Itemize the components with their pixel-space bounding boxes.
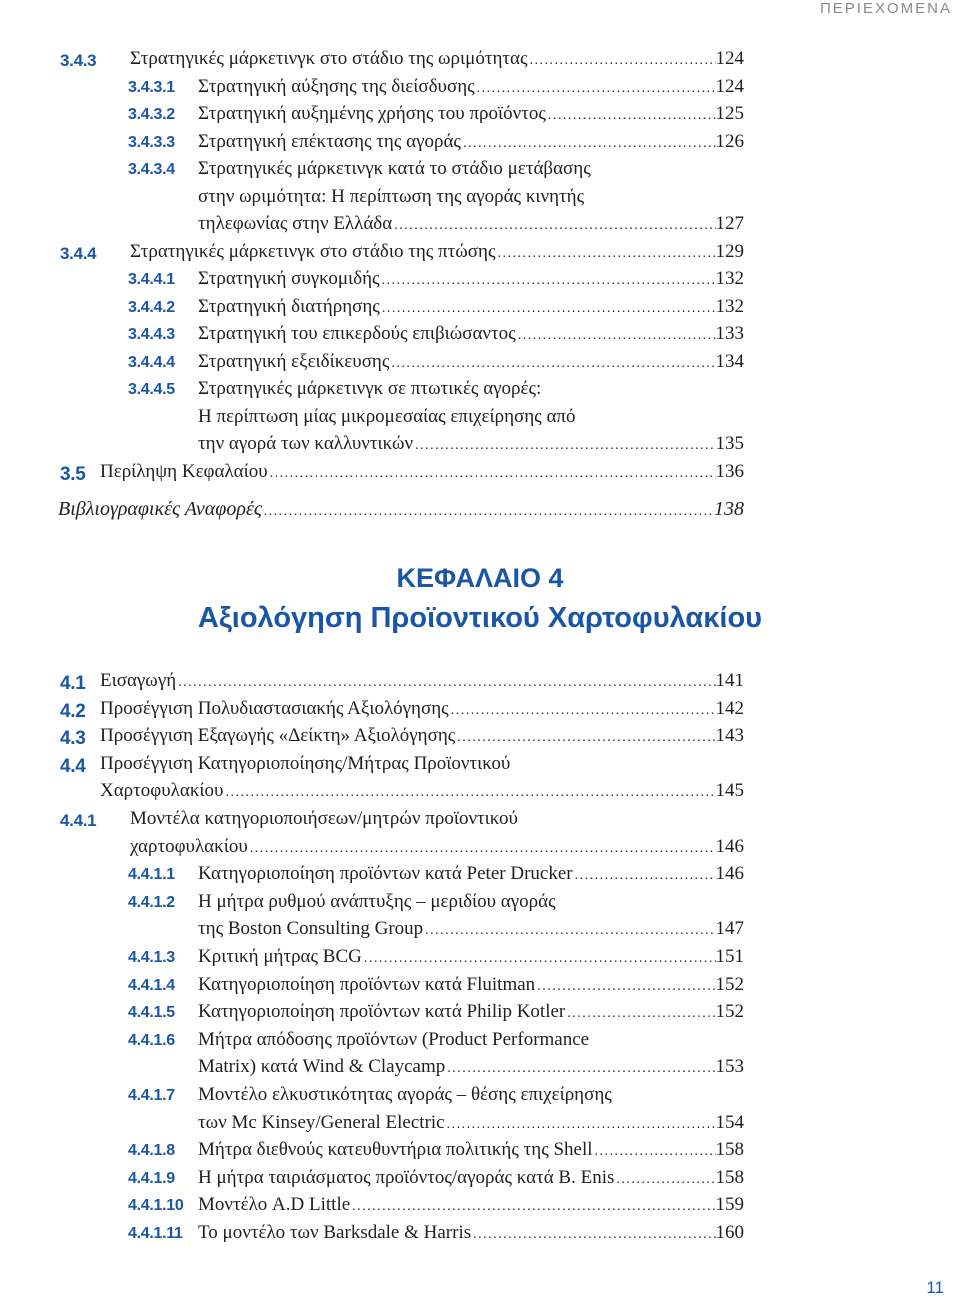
- toc-entry-page: 141: [715, 670, 744, 691]
- toc-entry-number: 4.4.1.10: [128, 1197, 184, 1215]
- toc-entry-line: [100, 753, 510, 775]
- toc-entry-title: χαρτοφυλακίου: [130, 835, 248, 857]
- toc-entry-page: 152: [715, 973, 744, 995]
- toc-entry-line: [100, 725, 744, 747]
- toc-entry-page: 124: [715, 75, 744, 97]
- toc-entry-title: Η μήτρα ταιριάσματος προϊόντος/αγοράς κατά B. Enis: [198, 1166, 615, 1188]
- toc-entry-page: 138: [714, 498, 744, 520]
- toc-entry-line: [130, 808, 518, 830]
- toc-entry-title: των Mc Kinsey/General Electric: [198, 1111, 445, 1133]
- toc-entry-line: [198, 1084, 612, 1106]
- toc-entry-line: [198, 351, 744, 373]
- toc-entry-number: 3.4.3.2: [128, 106, 175, 123]
- toc-entry-number: 3.5: [60, 463, 86, 485]
- toc-entry-page: 132: [715, 295, 744, 317]
- toc-entry-number: 4.4.1.4: [128, 976, 175, 994]
- toc-entry-page: 133: [715, 323, 744, 344]
- toc-entry-title: την αγορά των καλλυντικών: [198, 433, 414, 454]
- toc-entry-line: [130, 241, 744, 263]
- toc-entry-page: 158: [715, 1166, 744, 1188]
- toc-entry-number: 4.4.1.5: [128, 1004, 175, 1022]
- dot-leader: [264, 498, 714, 521]
- dot-leader: [530, 48, 716, 70]
- toc-entry-page: 132: [715, 268, 744, 289]
- toc-entry-number: 3.4.3: [60, 51, 97, 70]
- dot-leader: [575, 863, 716, 885]
- toc-entry-line: [198, 891, 556, 913]
- toc-entry-title: Μοντέλο ελκυστικότητας αγοράς – θέσης επιχείρησης: [198, 1084, 612, 1105]
- toc-entry-line: [198, 296, 744, 318]
- toc-entry-page: 125: [715, 103, 744, 124]
- toc-entry-title: Κριτική μήτρας BCG: [198, 946, 362, 967]
- toc-entry-page: 145: [715, 780, 744, 802]
- toc-entry-number: 3.4.4.1: [128, 271, 175, 288]
- dot-leader: [382, 268, 716, 290]
- toc-entry-title: Η μήτρα ρυθμού ανάπτυξης – μεριδίου αγοράς: [198, 890, 556, 912]
- chapter-title: Αξιολόγηση Προϊοντικού Χαρτοφυλακίου: [197, 602, 763, 634]
- dot-leader: [364, 946, 716, 968]
- toc-entry-page: 146: [715, 863, 744, 885]
- toc-entry-page: 154: [715, 1111, 744, 1133]
- toc-entry-line: [100, 780, 744, 802]
- dot-leader: [391, 351, 715, 373]
- toc-entry-title: Κατηγοριοποίηση προϊόντων κατά Peter Drucker: [198, 863, 573, 885]
- dot-leader: [250, 836, 716, 858]
- toc-entry-line: [198, 186, 584, 208]
- toc-entry-page: 153: [715, 1056, 744, 1078]
- toc-entry-line: [100, 670, 744, 692]
- toc-entry-line: [130, 48, 744, 70]
- toc-entry-page: 126: [715, 130, 744, 152]
- toc-entry-number: 4.4.1: [60, 811, 97, 830]
- dot-leader: [225, 780, 715, 802]
- toc-entry-page: 142: [715, 697, 744, 719]
- toc-entry-number: 4.4.1.11: [128, 1225, 183, 1242]
- toc-entry-number: 3.4.4.3: [128, 326, 175, 343]
- toc-entry-number: 3.4.3.1: [128, 78, 175, 96]
- toc-entry-line: [198, 1029, 589, 1051]
- toc-entry-line: [198, 378, 541, 400]
- toc-entry-title: Στρατηγική αύξησης της διείσδυσης: [198, 75, 475, 97]
- toc-entry-number: 3.4.4.2: [128, 298, 175, 316]
- toc-entry-page: 135: [715, 433, 744, 454]
- dot-leader: [451, 698, 716, 720]
- toc-entry-number: 3.4.4: [60, 243, 97, 263]
- toc-entry-number: 3.4.3.3: [128, 133, 175, 151]
- toc-entry-line: [198, 1112, 744, 1134]
- toc-entry-page: 129: [715, 240, 744, 262]
- toc-entry-number: 4.4.1.3: [128, 949, 175, 966]
- toc-entry-line: [198, 158, 591, 180]
- toc-entry-line: [198, 76, 744, 98]
- toc-entry-title: Στρατηγικές μάρκετινγκ στο στάδιο της πτώσης: [130, 240, 496, 262]
- dot-leader: [463, 131, 716, 153]
- toc-entry-title: Στρατηγικές μάρκετινγκ στο στάδιο της ωριμότητας: [130, 48, 528, 69]
- toc-entry-line: [198, 323, 744, 345]
- toc-entry-number: 4.2: [60, 700, 86, 722]
- toc-entry-title: Κατηγοριοποίηση προϊόντων κατά Philip Kotler: [198, 1001, 566, 1023]
- toc-entry-page: 124: [715, 48, 744, 69]
- dot-leader: [178, 670, 715, 692]
- toc-entry-title: Στρατηγική διατήρησης: [198, 295, 380, 317]
- toc-entry-line: [198, 406, 576, 428]
- toc-entry-page: 134: [715, 350, 744, 372]
- toc-entry-title: Προσέγγιση Κατηγοριοποίησης/Μήτρας Προϊοντικού: [100, 752, 511, 774]
- toc-entry-line: [198, 1194, 744, 1216]
- toc-entry-number: 4.1: [60, 673, 86, 694]
- dot-leader: [270, 461, 716, 483]
- toc-entry-title: Το μοντέλο των Barksdale & Harris: [198, 1222, 472, 1243]
- toc-entry-title: Στρατηγική εξειδίκευσης: [198, 350, 390, 372]
- toc-entry-title: Στρατηγικές μάρκετινγκ κατά το στάδιο μετάβασης: [198, 158, 591, 179]
- toc-entry-page: 158: [715, 1139, 744, 1161]
- toc-entry-number: 4.3: [60, 728, 86, 750]
- chapter-label: ΚΕΦΑΛΑΙΟ 4: [396, 563, 564, 593]
- toc-entry-title: Περίληψη Κεφαλαίου: [100, 460, 268, 482]
- toc-entry-title: Εισαγωγή: [100, 670, 177, 691]
- page-number: 11: [926, 1278, 944, 1297]
- toc-entry-line: [130, 836, 744, 858]
- toc-entry-number: 4.4.1.6: [128, 1031, 175, 1049]
- toc-entry-number: 3.4.4.4: [128, 353, 175, 371]
- toc-entry-title: Μήτρα απόδοσης προϊόντων (Product Performance: [198, 1028, 590, 1050]
- toc-entry-title: Στρατηγική συγκομιδής: [198, 268, 380, 289]
- running-header: ΠΕΡΙΕΧΟΜΕΝΑ: [819, 0, 952, 17]
- toc-entry-page: 143: [715, 725, 744, 747]
- toc-entry-title: Χαρτοφυλακίου: [100, 780, 224, 802]
- dot-leader: [415, 433, 715, 455]
- toc-entry-page: 146: [715, 835, 744, 857]
- toc-entry-title: Στρατηγική αυξημένης χρήσης του προϊόντος: [198, 103, 546, 124]
- dot-leader: [616, 1167, 715, 1189]
- toc-entry-number: 4.4.1.2: [128, 893, 175, 911]
- toc-entry-line: [198, 974, 744, 996]
- toc-entry-number: 4.4: [60, 755, 86, 777]
- toc-entry-title: Στρατηγική του επικερδούς επιβιώσαντος: [198, 323, 516, 344]
- toc-entry-title: Στρατηγική επέκτασης της αγοράς: [198, 130, 461, 152]
- toc-entry-line: [198, 1167, 744, 1189]
- dot-leader: [473, 1222, 715, 1244]
- toc-entry-title: Στρατηγικές μάρκετινγκ σε πτωτικές αγορές:: [198, 378, 542, 399]
- toc-entry-line: [198, 268, 744, 290]
- toc-entry-number: 4.4.1.1: [128, 866, 175, 884]
- toc-entry-page: 160: [715, 1222, 744, 1243]
- dot-leader: [595, 1139, 716, 1161]
- toc-entry-page: 136: [715, 460, 744, 482]
- toc-entry-line: [198, 433, 744, 455]
- toc-entry-line: [198, 918, 744, 940]
- toc-entry-title: της Boston Consulting Group: [198, 918, 424, 940]
- dot-leader: [425, 918, 715, 940]
- dot-leader: [457, 725, 715, 747]
- toc-entry-title: Προσέγγιση Πολυδιαστασιακής Αξιολόγησης: [100, 697, 449, 719]
- toc-entry-title: στην ωριμότητα: Η περίπτωση της αγοράς κινητής: [198, 185, 585, 207]
- toc-entry-page: 127: [715, 213, 744, 234]
- toc-entry-title: Matrix) κατά Wind & Claycamp: [198, 1056, 446, 1078]
- dot-leader: [447, 1112, 716, 1134]
- toc-entry-line: [198, 1001, 744, 1023]
- toc-entry-title: Κατηγοριοποίηση προϊόντων κατά Fluitman: [198, 973, 536, 995]
- dot-leader: [382, 296, 716, 318]
- toc-entry-line: [100, 698, 744, 720]
- dot-leader: [394, 213, 715, 235]
- toc-entry-line: [198, 213, 744, 235]
- toc-entry-line: [198, 1139, 744, 1161]
- toc-entry-title: Μήτρα διεθνούς κατευθυντήρια πολιτικής της Shell: [198, 1139, 593, 1161]
- dot-leader: [518, 323, 716, 345]
- dot-leader: [447, 1056, 715, 1078]
- dot-leader: [352, 1194, 715, 1216]
- dot-leader: [537, 974, 715, 996]
- toc-entry-title: Βιβλιογραφικές Αναφορές: [58, 498, 262, 520]
- toc-entry-page: 147: [715, 918, 744, 940]
- toc-entry-number: 3.4.3.4: [128, 161, 175, 178]
- dot-leader: [548, 103, 716, 125]
- toc-entry-title: Μοντέλο A.D Little: [198, 1194, 351, 1216]
- toc-entry-number: 4.4.1.7: [128, 1087, 175, 1104]
- toc-entry-line: [198, 103, 744, 125]
- toc-entry-line: [58, 498, 744, 521]
- toc-entry-line: [198, 863, 744, 885]
- toc-entry-number: 4.4.1.8: [128, 1142, 175, 1160]
- dot-leader: [497, 241, 715, 263]
- toc-entry-page: 152: [715, 1001, 744, 1023]
- dot-leader: [477, 76, 716, 98]
- toc-entry-page: 151: [715, 946, 744, 967]
- toc-entry-line: [198, 1222, 744, 1244]
- toc-entry-line: [198, 1056, 744, 1078]
- toc-entry-number: 3.4.4.5: [128, 381, 175, 398]
- toc-entry-title: Μοντέλα κατηγοριοποιήσεων/μητρών προϊοντικού: [130, 808, 518, 829]
- dot-leader: [567, 1001, 715, 1023]
- toc-entry-title: Η περίπτωση μίας μικρομεσαίας επιχείρησης από: [198, 405, 576, 427]
- toc-entry-number: 4.4.1.9: [128, 1169, 175, 1187]
- toc-entry-page: 159: [715, 1194, 744, 1216]
- toc-entry-title: τηλεφωνίας στην Ελλάδα: [198, 213, 393, 234]
- toc-entry-line: [198, 131, 744, 153]
- toc-entry-title: Προσέγγιση Εξαγωγής «Δείκτη» Αξιολόγησης: [100, 725, 456, 747]
- toc-entry-line: [100, 461, 744, 483]
- toc-entry-line: [198, 946, 744, 968]
